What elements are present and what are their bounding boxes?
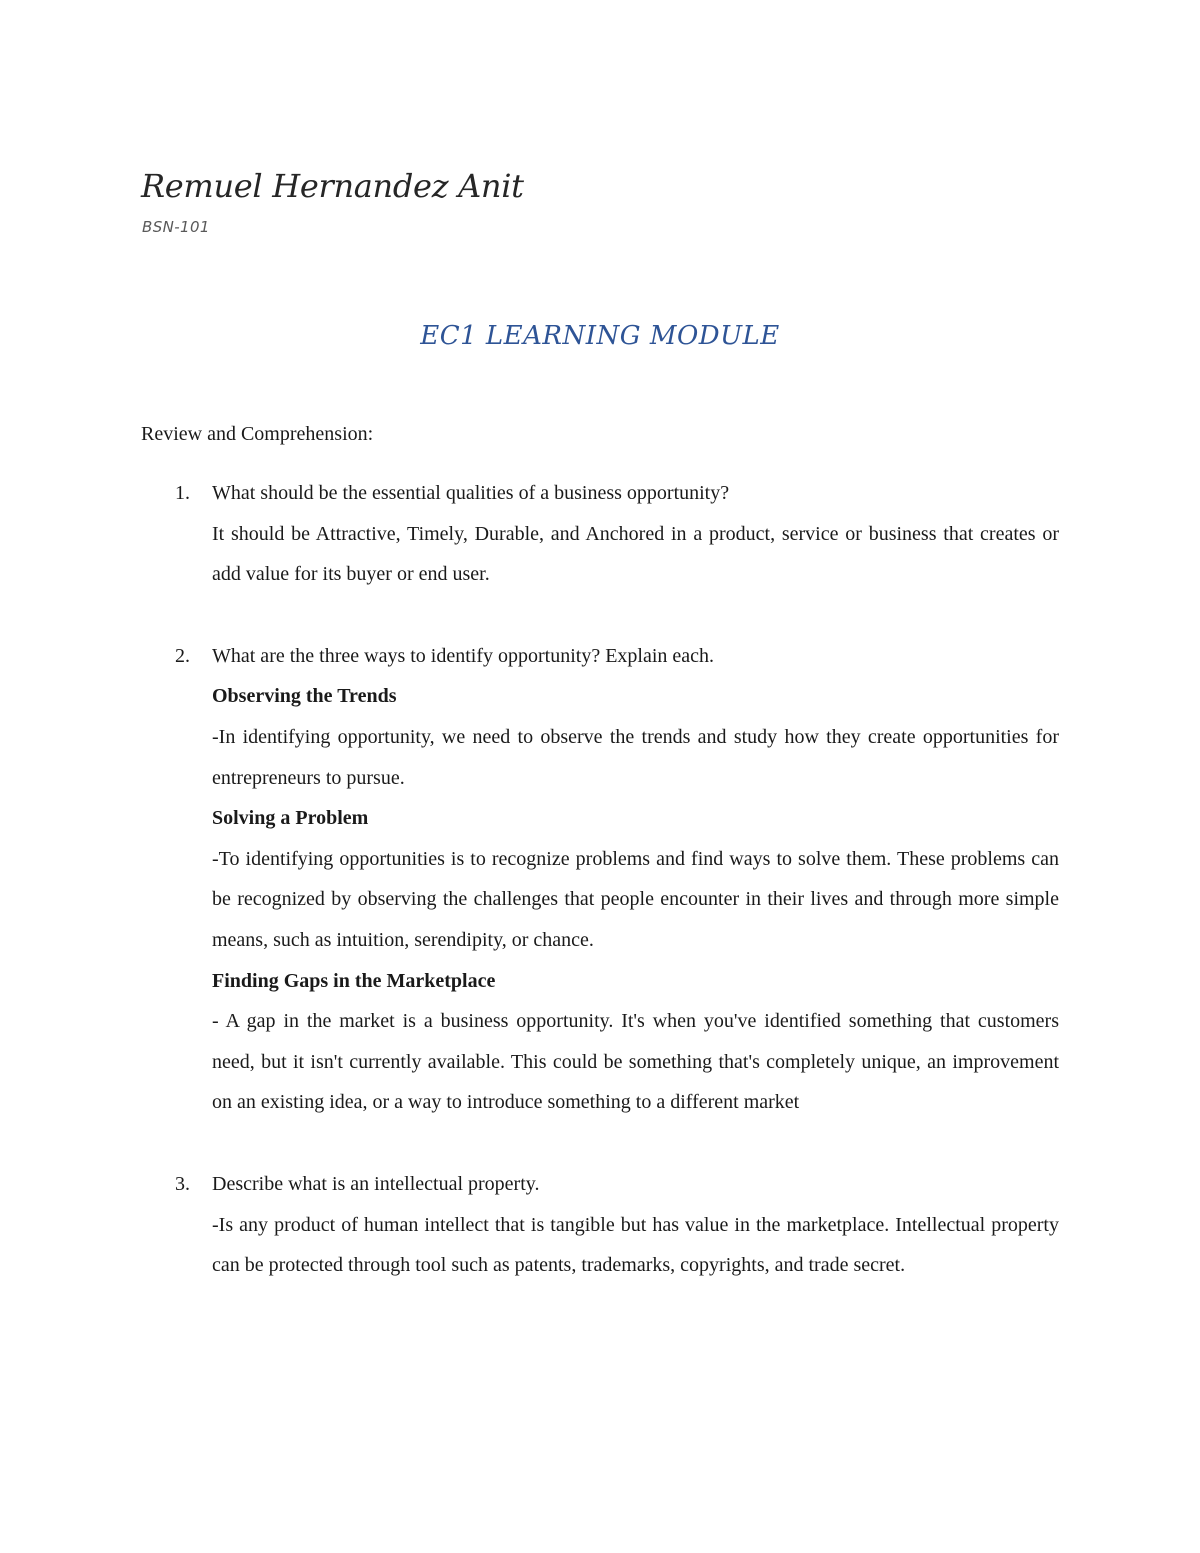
question-list [141,473,1059,1327]
question-text: What are the three ways to identify opportunity? Explain each. [212,644,715,667]
question-number: 1. [175,482,190,504]
question-item-1 [141,473,1059,595]
subpoint-title: Observing the Trends [212,685,397,708]
module-title: EC1 LEARNING MODULE [420,321,780,351]
question-number: 2. [175,644,190,667]
subpoint-title: Solving a Problem [212,807,369,830]
subpoint-text: -To identifying opportunities is to recognize problems and find ways to solve them. These problems can be recognized by observing the challenges that people encounter in their lives and through more simple means, such as intuition, serendipity, or chance. [212,847,1059,951]
question-item-3 [141,1164,1059,1286]
question-text: Describe what is an intellectual property. [212,1172,540,1195]
course-code: BSN-101 [142,218,210,236]
question-number: 3. [175,1172,190,1195]
author-name: Remuel Hernandez Anit [141,167,524,205]
subpoint-title: Finding Gaps in the Marketplace [212,969,496,992]
question-item-2 [141,636,1059,1123]
subpoint-text: -In identifying opportunity, we need to observe the trends and study how they create opportunities for entrepreneurs to pursue. [212,725,1059,789]
section-heading: Review and Comprehension: [141,423,374,445]
question-text: What should be the essential qualities of a business opportunity? [212,482,730,504]
subpoint-text: - A gap in the market is a business opportunity. It's when you've identified something that customers need, but it isn't currently available. This could be something that's completely unique, an improvement on an existing idea, or a way to introduce something to a different market [212,1010,1059,1114]
answer-text: It should be Attractive, Timely, Durable, and Anchored in a product, service or business that creates or add value for its buyer or end user. [212,522,1059,586]
answer-text: -Is any product of human intellect that is tangible but has value in the marketplace. Intellectual property can be protected through tool such as patents, trademarks, copyrights, and trade secret. [212,1213,1059,1277]
